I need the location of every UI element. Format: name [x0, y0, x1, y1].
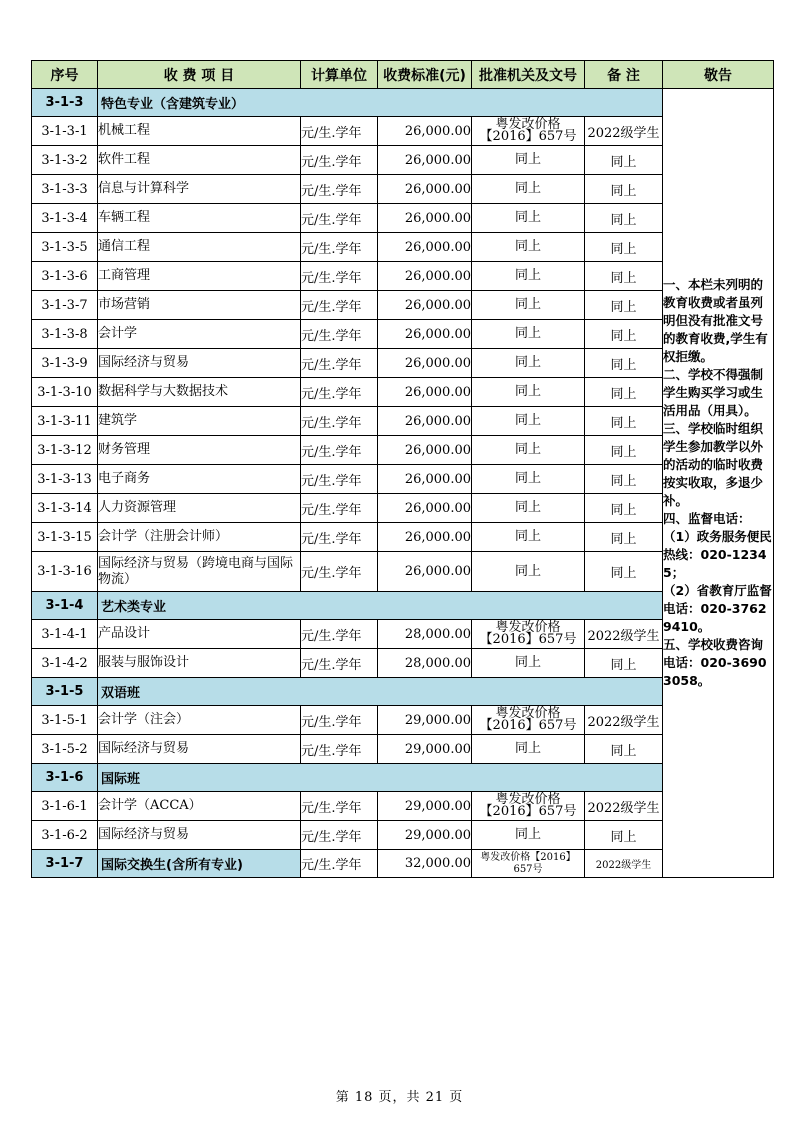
row-approval: 同上	[472, 349, 585, 378]
notice-line: 四、监督电话：	[663, 511, 751, 526]
row-unit: 元/生.学年	[301, 378, 378, 407]
row-amount: 26,000.00	[378, 233, 472, 262]
row-approval: 同上	[472, 378, 585, 407]
row-approval: 粤发改价格【2016】657号	[472, 792, 585, 821]
table-row	[32, 146, 774, 175]
row-unit: 元/生.学年	[301, 436, 378, 465]
header-standard: 收费标准(元)	[378, 61, 472, 89]
row-unit: 元/生.学年	[301, 792, 378, 821]
row-item-name: 会计学（注会）	[98, 706, 301, 735]
row-unit: 元/生.学年	[301, 233, 378, 262]
header-notice: 敬告	[663, 61, 774, 89]
row-remark: 同上	[585, 262, 663, 291]
row-item-name: 软件工程	[98, 146, 301, 175]
row-unit: 元/生.学年	[301, 649, 378, 678]
row-code: 3-1-4-2	[32, 649, 98, 678]
row-item-name: 国际经济与贸易（跨境电商与国际物流）	[98, 552, 301, 592]
notice-line: 五、学校收费咨询电话：020-36903058。	[663, 637, 767, 688]
section-title: 特色专业（含建筑专业）	[98, 89, 663, 117]
row-remark: 同上	[585, 349, 663, 378]
table-row	[32, 204, 774, 233]
row-remark: 同上	[585, 204, 663, 233]
row-code: 3-1-3-9	[32, 349, 98, 378]
row-remark: 同上	[585, 320, 663, 349]
row-remark: 2022级学生	[585, 620, 663, 649]
row-code: 3-1-3-7	[32, 291, 98, 320]
fee-table	[31, 60, 774, 878]
section-row	[32, 89, 774, 117]
row-code: 3-1-3-4	[32, 204, 98, 233]
notice-line: （2）省教育厅监督电话：020-37629410。	[663, 583, 772, 634]
notice-cell	[663, 89, 774, 878]
row-unit: 元/生.学年	[301, 117, 378, 146]
table-row	[32, 735, 774, 764]
row-unit: 元/生.学年	[301, 175, 378, 204]
section-code: 3-1-4	[32, 592, 98, 620]
row-approval: 同上	[472, 291, 585, 320]
row-item-name: 会计学	[98, 320, 301, 349]
row-approval: 同上	[472, 523, 585, 552]
row-amount: 26,000.00	[378, 494, 472, 523]
row-item-name: 通信工程	[98, 233, 301, 262]
row-code: 3-1-3-15	[32, 523, 98, 552]
row-code: 3-1-3-10	[32, 378, 98, 407]
row-approval: 同上	[472, 494, 585, 523]
row-approval: 同上	[472, 407, 585, 436]
row-amount: 26,000.00	[378, 291, 472, 320]
row-approval: 同上	[472, 233, 585, 262]
row-code: 3-1-3-14	[32, 494, 98, 523]
row-item-name: 机械工程	[98, 117, 301, 146]
row-unit: 元/生.学年	[301, 850, 378, 878]
row-unit: 元/生.学年	[301, 494, 378, 523]
row-item-name: 车辆工程	[98, 204, 301, 233]
row-amount: 29,000.00	[378, 821, 472, 850]
row-amount: 26,000.00	[378, 436, 472, 465]
row-remark: 同上	[585, 494, 663, 523]
row-remark: 同上	[585, 465, 663, 494]
row-unit: 元/生.学年	[301, 146, 378, 175]
row-approval: 粤发改价格【2016】657号	[472, 850, 585, 878]
row-unit: 元/生.学年	[301, 349, 378, 378]
section-title: 双语班	[98, 678, 663, 706]
section-code: 3-1-5	[32, 678, 98, 706]
table-row	[32, 117, 774, 146]
notice-line: （1）政务服务便民热线：020-12345；	[663, 529, 772, 580]
row-unit: 元/生.学年	[301, 620, 378, 649]
row-item-name: 会计学（ACCA）	[98, 792, 301, 821]
row-item-name: 国际经济与贸易	[98, 349, 301, 378]
row-item-name: 市场营销	[98, 291, 301, 320]
table-row	[32, 175, 774, 204]
row-unit: 元/生.学年	[301, 706, 378, 735]
row-amount: 26,000.00	[378, 378, 472, 407]
row-amount: 28,000.00	[378, 649, 472, 678]
row-approval: 同上	[472, 649, 585, 678]
row-remark: 同上	[585, 233, 663, 262]
section-title: 国际班	[98, 764, 663, 792]
row-amount: 26,000.00	[378, 262, 472, 291]
row-unit: 元/生.学年	[301, 735, 378, 764]
header-unit: 计算单位	[301, 61, 378, 89]
row-item-name: 产品设计	[98, 620, 301, 649]
header-seq: 序号	[32, 61, 98, 89]
row-code: 3-1-3-2	[32, 146, 98, 175]
section-title: 艺术类专业	[98, 592, 663, 620]
section-row	[32, 764, 774, 792]
row-approval: 同上	[472, 436, 585, 465]
row-unit: 元/生.学年	[301, 291, 378, 320]
row-remark: 同上	[585, 649, 663, 678]
row-item-name: 建筑学	[98, 407, 301, 436]
table-header-row	[32, 61, 774, 89]
row-amount: 26,000.00	[378, 117, 472, 146]
notice-line: 三、学校临时组织学生参加教学以外的活动的临时收费按实收取，多退少补。	[663, 421, 764, 508]
row-unit: 元/生.学年	[301, 262, 378, 291]
row-approval: 同上	[472, 320, 585, 349]
row-code: 3-1-6-1	[32, 792, 98, 821]
row-code: 3-1-3-6	[32, 262, 98, 291]
row-approval: 同上	[472, 146, 585, 175]
row-remark: 2022级学生	[585, 850, 663, 878]
page-footer: 第 18 页，共 21 页	[335, 1090, 464, 1105]
row-remark: 同上	[585, 436, 663, 465]
row-remark: 同上	[585, 821, 663, 850]
section-code: 3-1-6	[32, 764, 98, 792]
row-amount: 26,000.00	[378, 146, 472, 175]
row-item-name: 工商管理	[98, 262, 301, 291]
row-approval: 同上	[472, 204, 585, 233]
section-code: 3-1-3	[32, 89, 98, 117]
row-approval: 粤发改价格【2016】657号	[472, 117, 585, 146]
row-approval: 同上	[472, 465, 585, 494]
row-amount: 26,000.00	[378, 320, 472, 349]
row-code: 3-1-3-13	[32, 465, 98, 494]
row-amount: 29,000.00	[378, 706, 472, 735]
row-code: 3-1-3-1	[32, 117, 98, 146]
row-code: 3-1-5-2	[32, 735, 98, 764]
row-item-name: 电子商务	[98, 465, 301, 494]
row-remark: 同上	[585, 291, 663, 320]
table-row	[32, 706, 774, 735]
row-amount: 26,000.00	[378, 465, 472, 494]
row-code: 3-1-3-16	[32, 552, 98, 592]
row-code: 3-1-4-1	[32, 620, 98, 649]
row-remark: 同上	[585, 175, 663, 204]
row-code: 3-1-7	[32, 850, 98, 878]
row-approval: 同上	[472, 821, 585, 850]
row-remark: 同上	[585, 552, 663, 592]
row-remark: 同上	[585, 146, 663, 175]
table-row	[32, 850, 774, 878]
row-remark: 同上	[585, 523, 663, 552]
row-code: 3-1-5-1	[32, 706, 98, 735]
row-code: 3-1-3-11	[32, 407, 98, 436]
row-approval: 粤发改价格【2016】657号	[472, 706, 585, 735]
row-unit: 元/生.学年	[301, 407, 378, 436]
row-amount: 29,000.00	[378, 735, 472, 764]
table-row	[32, 233, 774, 262]
row-remark: 2022级学生	[585, 706, 663, 735]
row-unit: 元/生.学年	[301, 552, 378, 592]
row-remark: 2022级学生	[585, 117, 663, 146]
row-approval: 同上	[472, 175, 585, 204]
row-code: 3-1-3-3	[32, 175, 98, 204]
row-amount: 26,000.00	[378, 523, 472, 552]
row-item-name: 数据科学与大数据技术	[98, 378, 301, 407]
row-unit: 元/生.学年	[301, 523, 378, 552]
row-approval: 同上	[472, 262, 585, 291]
row-remark: 同上	[585, 407, 663, 436]
notice-line: 一、本栏未列明的教育收费或者虽列明但没有批准文号的教育收费,学生有权拒缴。	[663, 277, 768, 364]
row-amount: 26,000.00	[378, 349, 472, 378]
header-approval: 批准机关及文号	[472, 61, 585, 89]
row-unit: 元/生.学年	[301, 320, 378, 349]
row-remark: 2022级学生	[585, 792, 663, 821]
row-item-name: 会计学（注册会计师）	[98, 523, 301, 552]
row-item-name: 信息与计算科学	[98, 175, 301, 204]
row-code: 3-1-3-5	[32, 233, 98, 262]
header-item: 收 费 项 目	[98, 61, 301, 89]
table-row	[32, 821, 774, 850]
row-item-name: 国际经济与贸易	[98, 821, 301, 850]
header-remark: 备 注	[585, 61, 663, 89]
row-amount: 26,000.00	[378, 175, 472, 204]
row-code: 3-1-3-12	[32, 436, 98, 465]
row-approval: 同上	[472, 735, 585, 764]
notice-line: 二、学校不得强制学生购买学习或生活用品（用具）。	[663, 367, 764, 418]
row-code: 3-1-3-8	[32, 320, 98, 349]
row-remark: 同上	[585, 735, 663, 764]
table-row	[32, 792, 774, 821]
row-amount: 28,000.00	[378, 620, 472, 649]
row-item-name: 国际交换生(含所有专业)	[98, 850, 301, 878]
row-item-name: 人力资源管理	[98, 494, 301, 523]
row-unit: 元/生.学年	[301, 204, 378, 233]
row-unit: 元/生.学年	[301, 821, 378, 850]
row-item-name: 服装与服饰设计	[98, 649, 301, 678]
row-amount: 26,000.00	[378, 407, 472, 436]
row-approval: 粤发改价格【2016】657号	[472, 620, 585, 649]
row-code: 3-1-6-2	[32, 821, 98, 850]
row-remark: 同上	[585, 378, 663, 407]
row-item-name: 国际经济与贸易	[98, 735, 301, 764]
row-amount: 26,000.00	[378, 204, 472, 233]
row-amount: 29,000.00	[378, 792, 472, 821]
row-unit: 元/生.学年	[301, 465, 378, 494]
row-item-name: 财务管理	[98, 436, 301, 465]
row-amount: 26,000.00	[378, 552, 472, 592]
row-approval: 同上	[472, 552, 585, 592]
row-amount: 32,000.00	[378, 850, 472, 878]
